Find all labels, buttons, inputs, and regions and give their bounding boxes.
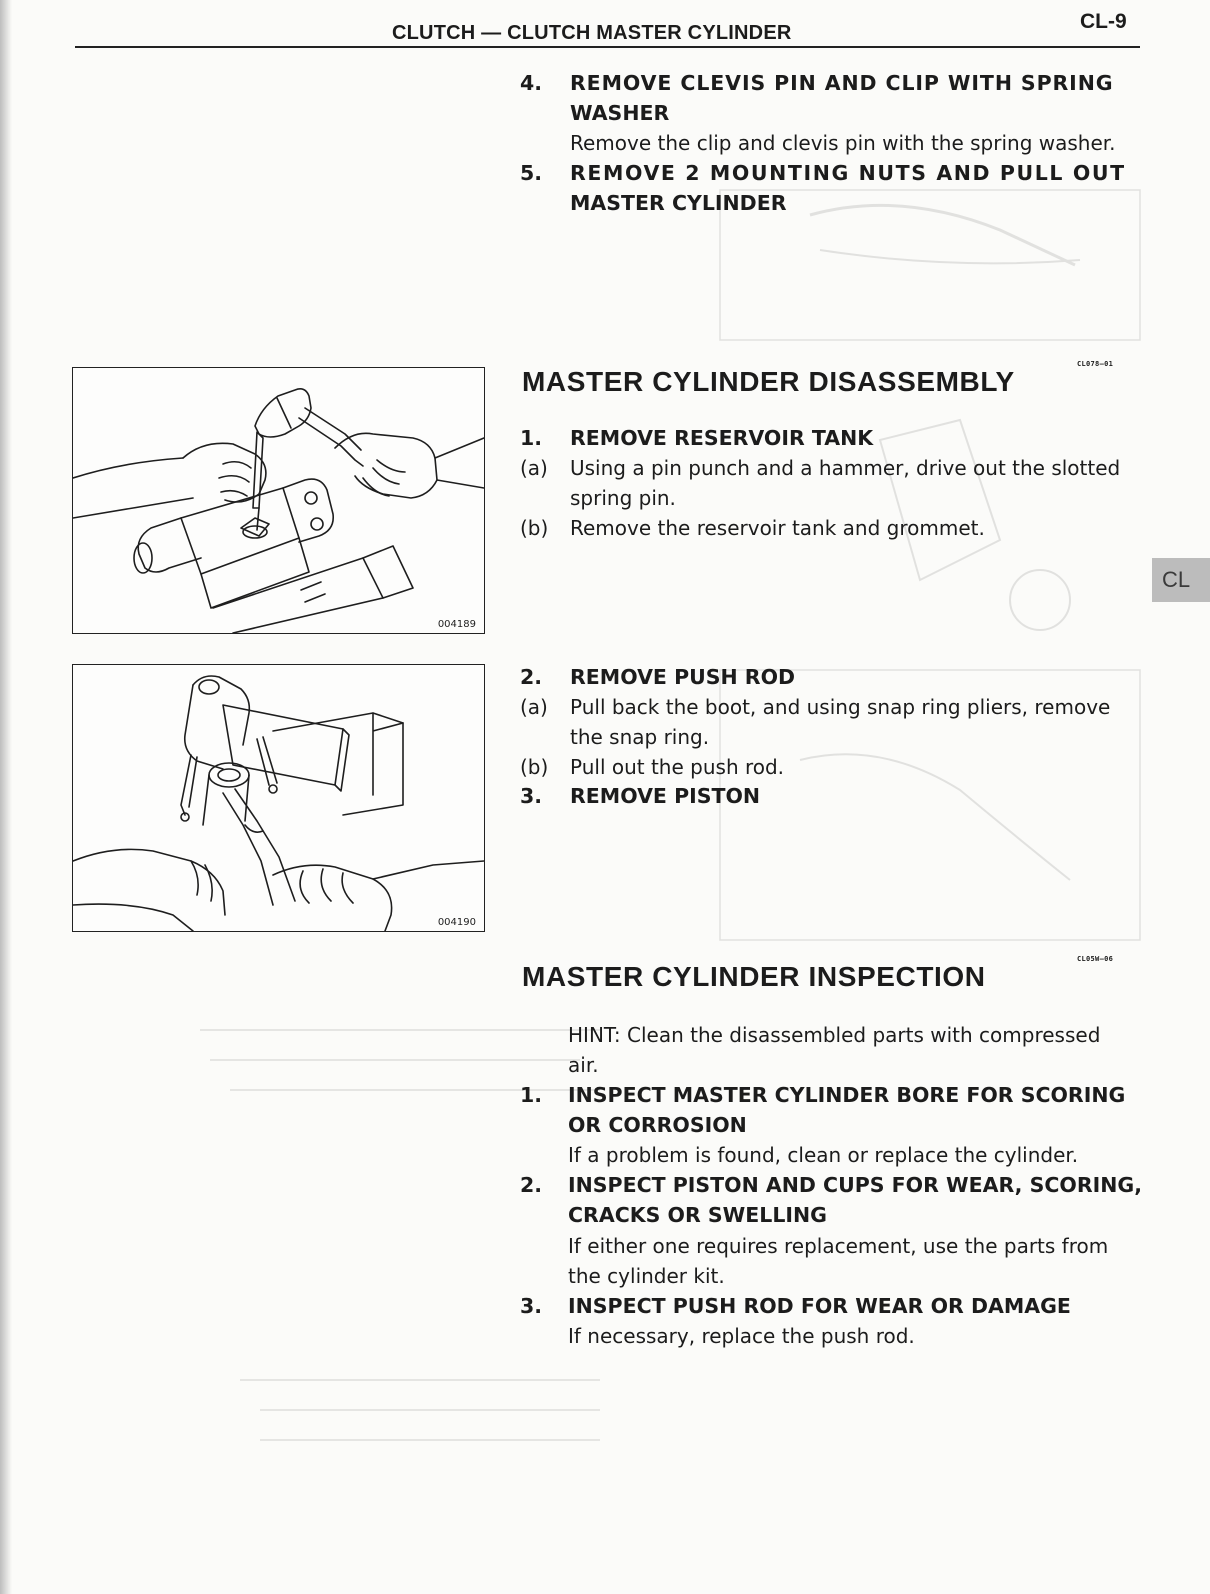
substep-text-cont: spring pin. xyxy=(570,486,676,510)
step-title-cont: CRACKS OR SWELLING xyxy=(568,1203,827,1227)
substep-label: (a) xyxy=(520,456,548,480)
substep-text: Remove the reservoir tank and grommet. xyxy=(570,516,985,540)
pin-punch-hammer-illustration xyxy=(73,368,484,633)
step-number: 1. xyxy=(520,1083,543,1107)
section-index-tab: CL xyxy=(1152,558,1210,602)
substep-text: Using a pin punch and a hammer, drive out the slotted xyxy=(570,456,1121,480)
section-code: CL05W–06 xyxy=(1077,955,1114,963)
section-code: CL078–01 xyxy=(1077,360,1114,368)
step-number: 5. xyxy=(520,161,543,185)
substep-label: (a) xyxy=(520,695,548,719)
step-title-text: REMOVE CLEVIS PIN AND CLIP WITH SPRING xyxy=(570,71,1114,95)
step-body: Remove the clip and clevis pin with the spring washer. xyxy=(570,131,1116,155)
section-title-inspection: MASTER CYLINDER INSPECTION xyxy=(522,961,986,992)
substep-label: (b) xyxy=(520,516,549,540)
step-title: REMOVE PISTON xyxy=(570,784,761,808)
substep-text-cont: the snap ring. xyxy=(570,725,710,749)
page-header-title: CLUTCH — CLUTCH MASTER CYLINDER xyxy=(392,22,792,44)
step-number: 2. xyxy=(520,1173,543,1197)
scan-edge-shadow xyxy=(0,0,12,1594)
step-body-cont: the cylinder kit. xyxy=(568,1264,725,1288)
step-title: REMOVE PUSH ROD xyxy=(570,665,796,689)
figure-pin-punch-hammer xyxy=(72,367,485,634)
step-number: 2. xyxy=(520,665,543,689)
snap-ring-pliers-illustration xyxy=(73,665,484,931)
step-title: INSPECT MASTER CYLINDER BORE FOR SCORING xyxy=(568,1083,1126,1107)
step-title: REMOVE RESERVOIR TANK xyxy=(570,426,874,450)
figure-snap-ring-pliers xyxy=(72,664,485,932)
hint-text-cont: air. xyxy=(568,1053,599,1077)
step-title-cont: WASHER xyxy=(570,101,670,125)
section-title-disassembly: MASTER CYLINDER DISASSEMBLY xyxy=(522,366,1015,397)
step-title xyxy=(570,68,1131,98)
step-body: If a problem is found, clean or replace the cylinder. xyxy=(568,1143,1079,1167)
step-number: 3. xyxy=(520,1294,543,1318)
figure-id: 004190 xyxy=(437,917,476,928)
step-title: INSPECT PISTON AND CUPS FOR WEAR, SCORING, xyxy=(568,1173,1142,1197)
substep-text: Pull out the push rod. xyxy=(570,755,785,779)
substep-text: Pull back the boot, and using snap ring pliers, remove xyxy=(570,695,1111,719)
header-divider xyxy=(75,46,1140,48)
step-title-cont: OR CORROSION xyxy=(568,1113,747,1137)
page-number: CL-9 xyxy=(1080,10,1127,33)
substep-label: (b) xyxy=(520,755,549,779)
step-body: If necessary, replace the push rod. xyxy=(568,1324,915,1348)
step-title: REMOVE 2 MOUNTING NUTS AND PULL OUT xyxy=(570,161,1126,185)
hint-text: HINT: Clean the disassembled parts with compressed xyxy=(568,1023,1101,1047)
step-body: If either one requires replacement, use the parts from xyxy=(568,1234,1109,1258)
figure-id: 004189 xyxy=(437,619,476,630)
step-number: 3. xyxy=(520,784,543,808)
step-number: 1. xyxy=(520,426,543,450)
step-title: INSPECT PUSH ROD FOR WEAR OR DAMAGE xyxy=(568,1294,1071,1318)
step-number: 4. xyxy=(520,71,543,95)
step-title-cont: MASTER CYLINDER xyxy=(570,191,787,215)
